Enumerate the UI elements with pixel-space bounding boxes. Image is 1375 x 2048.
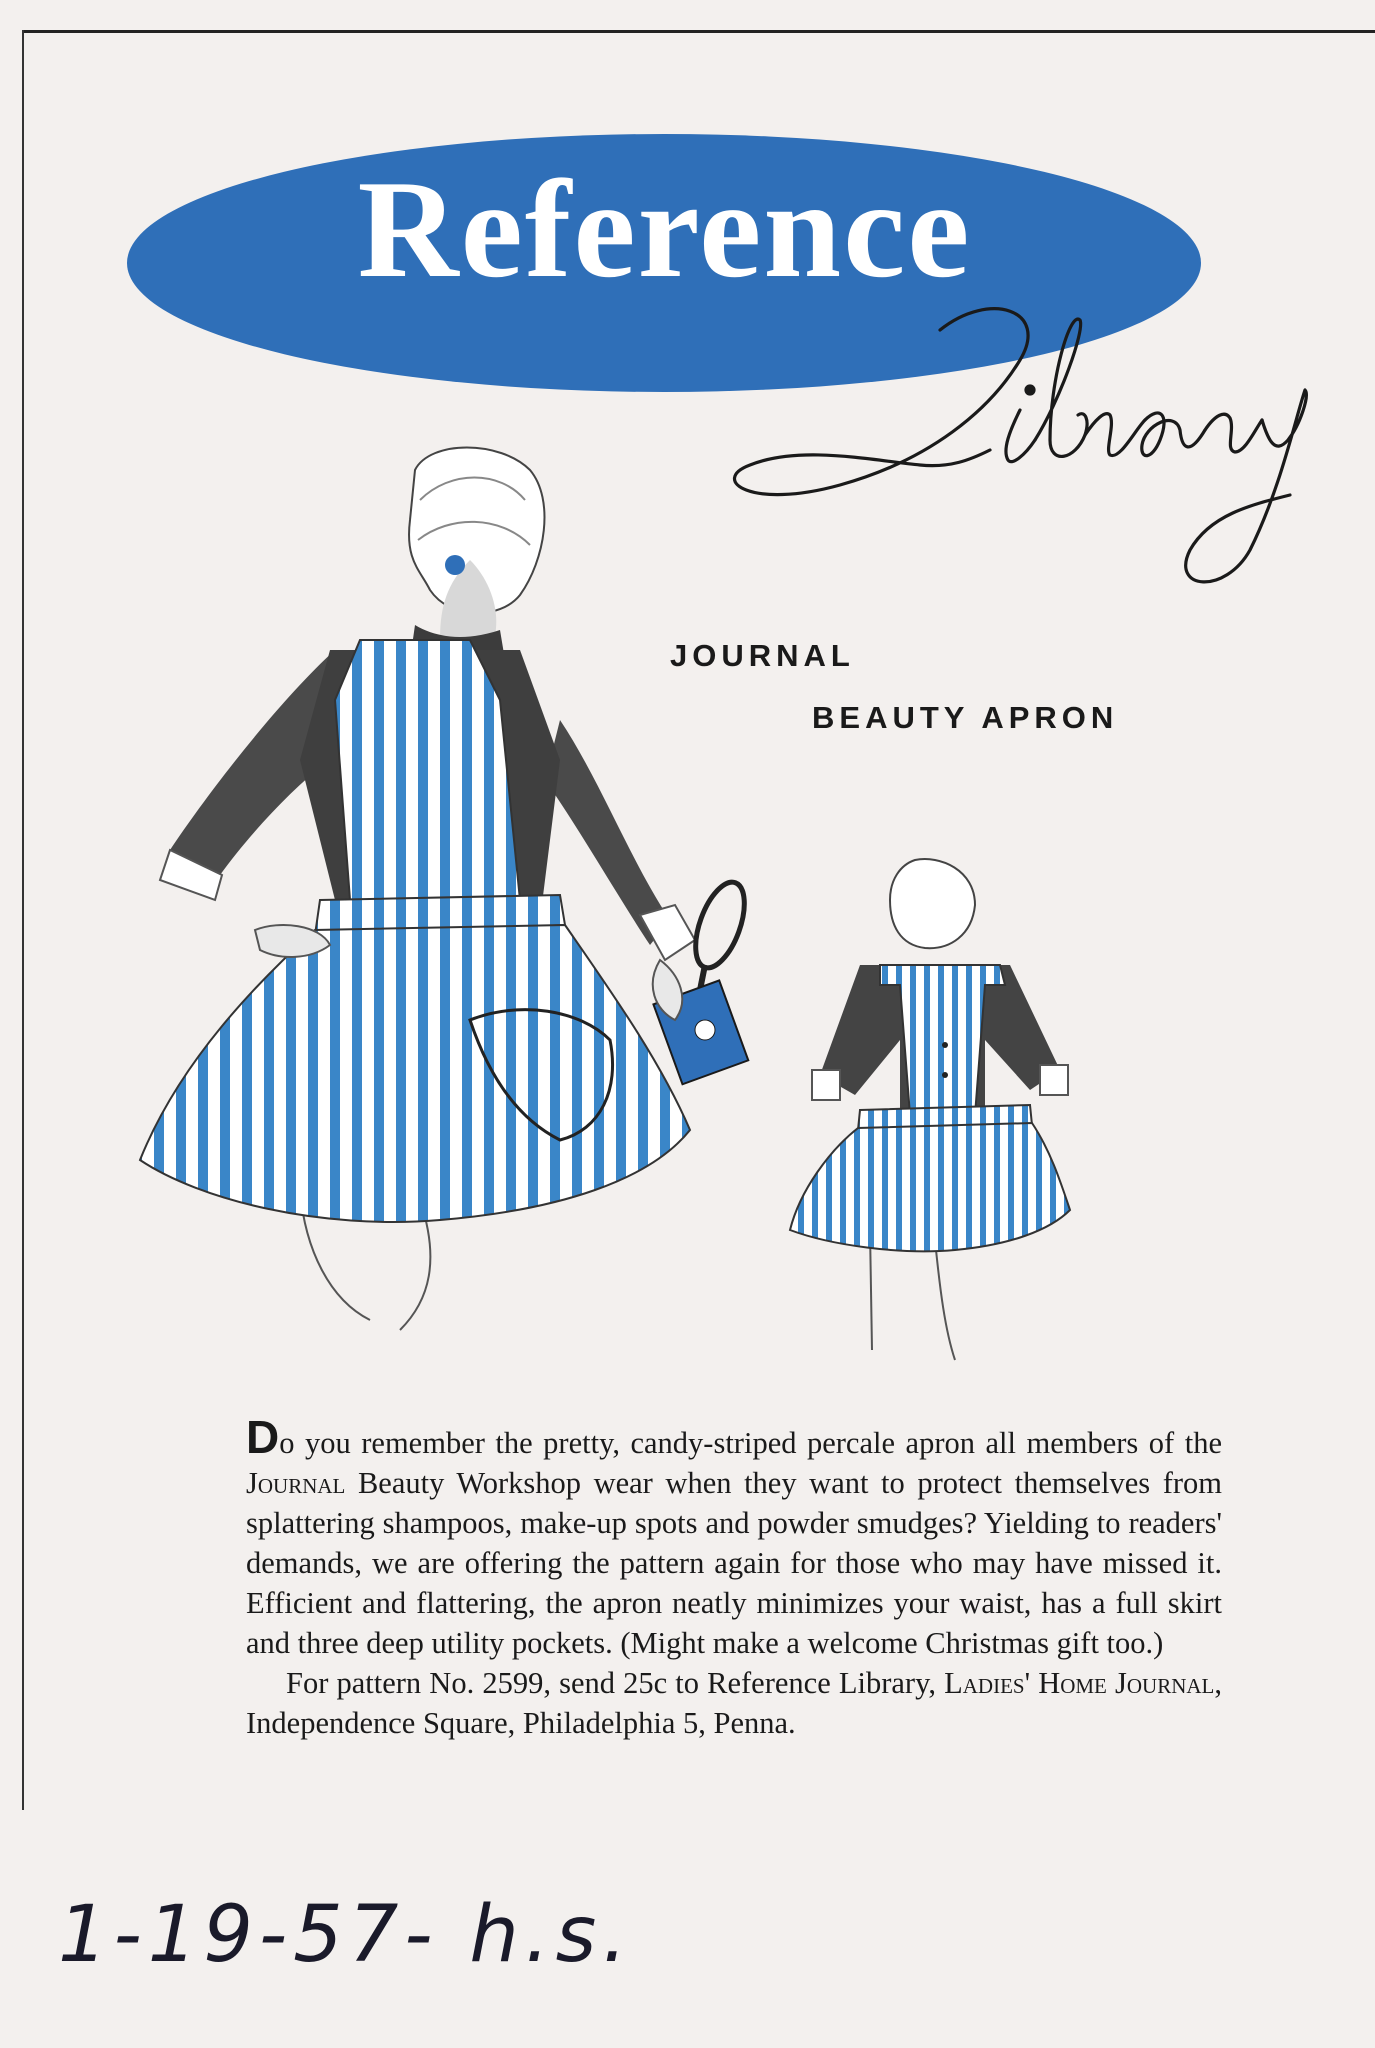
paragraph-1: [246, 1411, 1222, 1663]
handwritten-date-note: 1-19-57- h.s.: [58, 1890, 634, 1980]
heading-journal: JOURNAL: [670, 638, 855, 673]
p1-smallcaps-journal: Journal: [246, 1466, 346, 1500]
article-body: [246, 1411, 1223, 1743]
drop-cap: D: [246, 1411, 280, 1463]
paragraph-2: [246, 1663, 1222, 1743]
p1-text-a: o you remember the pretty, candy-striped percale apron all members of the: [279, 1426, 1222, 1460]
p2-smallcaps-publication: Ladies' Home Journal: [944, 1666, 1215, 1700]
p1-text-b: Beauty Workshop wear when they want to protect themselves from splattering shampoos, make-up spots and powder smudges? Yielding to readers' demands, we are offering the pattern again for those who may have missed it. Efficient and flattering, the apron neatly minimizes your waist, has a full skirt and three deep utility pockets. (Might make a welcome Christmas gift too.): [246, 1466, 1222, 1660]
banner-title: Reference: [357, 152, 972, 307]
heading-beauty-apron: BEAUTY APRON: [812, 700, 1119, 735]
front-figure: [140, 448, 754, 1331]
back-figure: [790, 859, 1070, 1360]
p2-text-b: , Independence Square, Philadelphia 5, Penna.: [246, 1666, 1223, 1740]
p2-text-a: For pattern No. 2599, send 25c to Reference Library,: [286, 1666, 945, 1700]
